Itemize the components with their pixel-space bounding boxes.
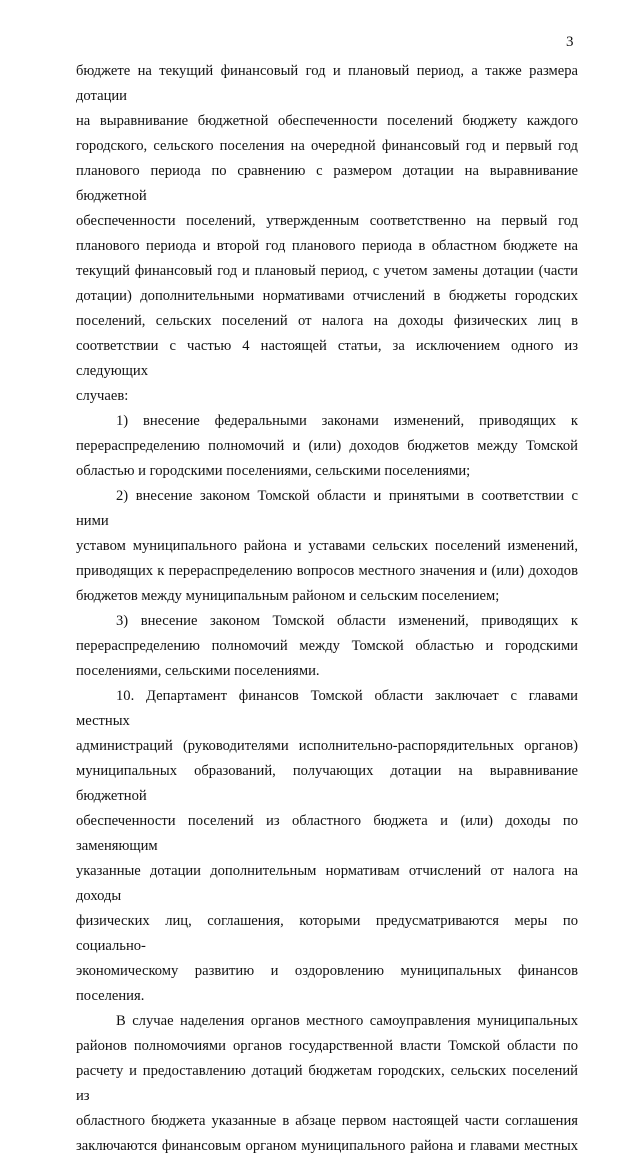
text-line: поселениями, сельскими поселениями. <box>76 663 320 679</box>
text-line: случаев: <box>76 388 129 404</box>
text-line: администраций (руководителями исполнительно-распорядительных органов) <box>76 738 578 754</box>
paragraph-item-3 <box>76 609 578 684</box>
text-line: уставом муниципального района и уставами сельских поселений изменений, <box>76 538 578 554</box>
text-line: 10. Департамент финансов Томской области заключает с главами местных <box>76 688 578 729</box>
text-line: районов полномочиями органов государственной власти Томской области по <box>76 1038 578 1054</box>
text-line: планового периода по сравнению с размером дотации на выравнивание бюджетной <box>76 163 578 204</box>
paragraph-clause-10 <box>76 684 578 1009</box>
text-line: расчету и предоставлению дотаций бюджетам городских, сельских поселений из <box>76 1063 578 1104</box>
text-line: соответствии с частью 4 настоящей статьи, за исключением одного из следующих <box>76 338 578 379</box>
paragraph-item-2 <box>76 484 578 609</box>
text-line: областью и городскими поселениями, сельскими поселениями; <box>76 463 471 479</box>
text-line: перераспределению полномочий между Томской областью и городскими <box>76 638 578 654</box>
text-line: экономическому развитию и оздоровлению муниципальных финансов поселения. <box>76 963 578 1004</box>
text-line: обеспеченности поселений из областного бюджета и (или) доходы по заменяющим <box>76 813 578 854</box>
text-line: физических лиц, соглашения, которыми предусматриваются меры по социально- <box>76 913 578 954</box>
paragraph-delegation <box>76 1009 578 1159</box>
text-line: В случае наделения органов местного самоуправления муниципальных <box>116 1013 578 1029</box>
text-line: поселений, сельских поселений от налога на доходы физических лиц в <box>76 313 578 329</box>
text-line: заключаются финансовым органом муниципального района и главами местных <box>76 1138 578 1154</box>
paragraph-item-1 <box>76 409 578 484</box>
text-line: бюджете на текущий финансовый год и плановый период, а также размера дотации <box>76 63 578 104</box>
text-line: 2) внесение законом Томской области и принятыми в соответствии с ними <box>76 488 578 529</box>
text-line: областного бюджета указанные в абзаце первом настоящей части соглашения <box>76 1113 578 1129</box>
paragraph-continuation <box>76 59 578 409</box>
text-line: приводящих к перераспределению вопросов местного значения и (или) доходов <box>76 563 578 579</box>
text-line: текущий финансовый год и плановый период, с учетом замены дотации (части <box>76 263 578 279</box>
document-body <box>76 59 578 1159</box>
text-line: городского, сельского поселения на очередной финансовый год и первый год <box>76 138 578 154</box>
text-line: 3) внесение законом Томской области изменений, приводящих к <box>116 613 578 629</box>
text-line: обеспеченности поселений, утвержденным соответственно на первый год <box>76 213 578 229</box>
text-line: планового периода и второй год планового периода в областном бюджете на <box>76 238 578 254</box>
text-line: муниципальных образований, получающих дотации на выравнивание бюджетной <box>76 763 578 804</box>
text-line: указанные дотации дополнительным нормативам отчислений от налога на доходы <box>76 863 578 904</box>
text-line: бюджетов между муниципальным районом и сельским поселением; <box>76 588 500 604</box>
text-line: 1) внесение федеральными законами изменений, приводящих к <box>116 413 578 429</box>
text-line: дотации) дополнительными нормативами отчислений в бюджеты городских <box>76 288 578 304</box>
text-line: перераспределению полномочий и (или) доходов бюджетов между Томской <box>76 438 578 454</box>
text-line: на выравнивание бюджетной обеспеченности поселений бюджету каждого <box>76 113 578 129</box>
page-number: 3 <box>566 34 574 50</box>
